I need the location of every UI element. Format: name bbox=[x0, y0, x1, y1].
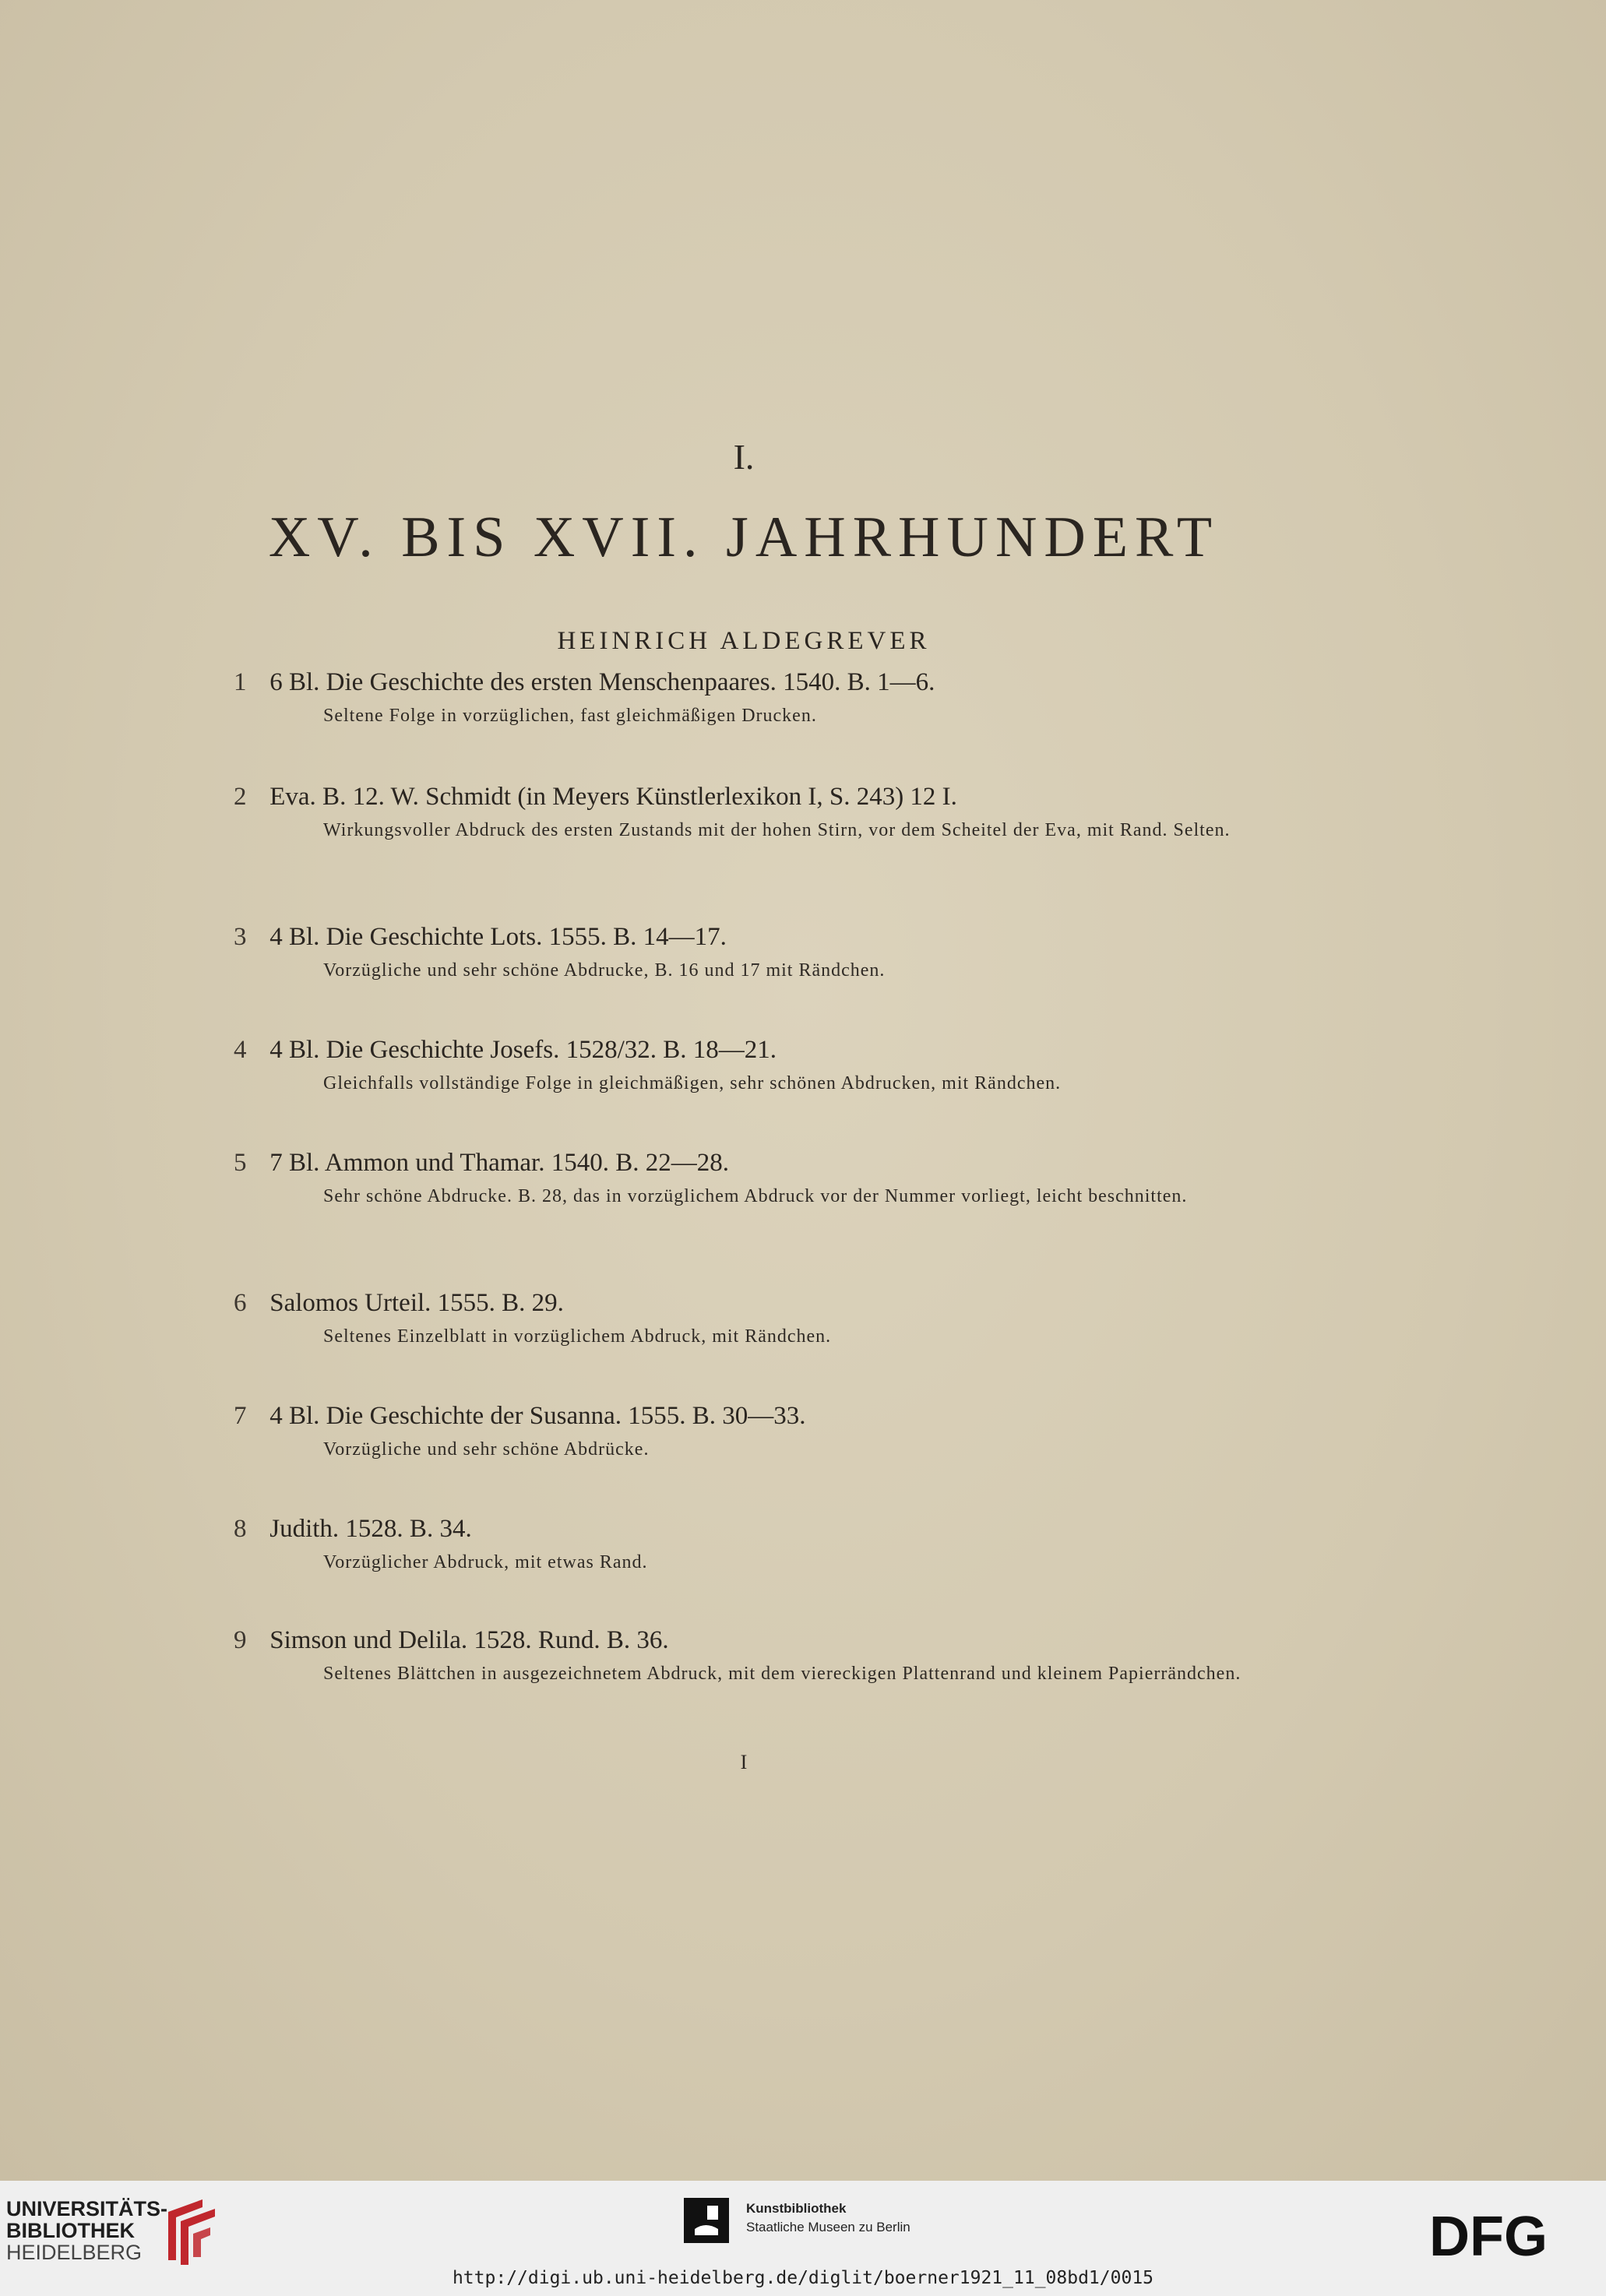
section-number: I. bbox=[733, 437, 755, 477]
entry-number: 5 bbox=[234, 1149, 247, 1177]
entry-note: Wirkungsvoller Abdruck des ersten Zustands mit der hohen Stirn, vor dem Scheitel der Eva, mit Rand. Selten. bbox=[323, 820, 1231, 840]
entry-note: Seltenes Blättchen in ausgezeichnetem Abdruck, mit dem viereckigen Plattenrand und kleinem Papierrändchen. bbox=[323, 1664, 1241, 1684]
entry-number: 4 bbox=[234, 1036, 247, 1064]
entry-note: Sehr schöne Abdrucke. B. 28, das in vorzüglichem Abdruck vor der Nummer vorliegt, leicht beschnitten. bbox=[323, 1186, 1188, 1206]
ub-name-line-1: UNIVERSITÄTS- bbox=[6, 2197, 168, 2220]
entry-note: Gleichfalls vollständige Folge in gleichmäßigen, sehr schönen Abdrucken, mit Rändchen. bbox=[323, 1073, 1062, 1093]
kb-subtitle: Staatliche Museen zu Berlin bbox=[746, 2220, 910, 2234]
entry-number: 7 bbox=[234, 1402, 247, 1430]
entry-note: Seltene Folge in vorzüglichen, fast gleichmäßigen Drucken. bbox=[323, 706, 817, 726]
catalog-entry-4 bbox=[234, 1036, 1270, 1097]
catalog-entry-5 bbox=[234, 1149, 1270, 1210]
entry-number: 2 bbox=[234, 783, 247, 811]
permalink-url[interactable]: http://digi.ub.uni-heidelberg.de/diglit/boerner1921_11_08bd1/0015 bbox=[452, 2268, 1154, 2288]
entry-note: Vorzügliche und sehr schöne Abdrucke, B. 16 und 17 mit Rändchen. bbox=[323, 960, 886, 981]
entry-note: Seltenes Einzelblatt in vorzüglichem Abdruck, mit Rändchen. bbox=[323, 1326, 832, 1347]
kunstbibliothek-icon bbox=[684, 2198, 729, 2243]
catalog-entry-8 bbox=[234, 1515, 1270, 1576]
ub-name-line-3: HEIDELBERG bbox=[6, 2241, 143, 2264]
artist-heading: HEINRICH ALDEGREVER bbox=[557, 627, 931, 655]
catalog-entry-7 bbox=[234, 1402, 1270, 1463]
entry-title: 7 Bl. Ammon und Thamar. 1540. B. 22—28. bbox=[269, 1149, 729, 1177]
entry-note: Vorzügliche und sehr schöne Abdrücke. bbox=[323, 1439, 650, 1460]
kunstbibliothek-logo[interactable] bbox=[746, 2199, 910, 2237]
ub-name-line-2: BIBLIOTHEK bbox=[6, 2219, 135, 2242]
entry-title: 4 Bl. Die Geschichte der Susanna. 1555. B. 30—33. bbox=[269, 1402, 806, 1430]
entry-title: Eva. B. 12. W. Schmidt (in Meyers Künstlerlexikon I, S. 243) 12 I. bbox=[269, 783, 957, 811]
entry-title: Simson und Delila. 1528. Rund. B. 36. bbox=[269, 1626, 669, 1654]
entry-title: 6 Bl. Die Geschichte des ersten Menschenpaares. 1540. B. 1—6. bbox=[269, 668, 935, 696]
ub-bracket-icon bbox=[154, 2195, 224, 2269]
entry-number: 6 bbox=[234, 1289, 247, 1317]
catalog-entry-2 bbox=[234, 783, 1270, 843]
footer-bar bbox=[0, 2181, 1606, 2296]
entry-number: 3 bbox=[234, 923, 247, 951]
section-title: XV. BIS XVII. JAHRHUNDERT bbox=[268, 505, 1220, 569]
entry-note: Vorzüglicher Abdruck, mit etwas Rand. bbox=[323, 1552, 648, 1572]
dfg-label: DFG bbox=[1429, 2209, 1548, 2263]
catalog-entry-3 bbox=[234, 923, 1270, 984]
dfg-logo[interactable] bbox=[1429, 2209, 1585, 2263]
entry-number: 9 bbox=[234, 1626, 247, 1654]
entry-title: Salomos Urteil. 1555. B. 29. bbox=[269, 1289, 564, 1317]
entry-title: Judith. 1528. B. 34. bbox=[269, 1515, 472, 1543]
catalog-entry-1 bbox=[234, 668, 1270, 729]
catalog-entry-6 bbox=[234, 1289, 1270, 1350]
entry-number: 1 bbox=[234, 668, 247, 696]
page-number: I bbox=[740, 1751, 748, 1773]
kb-name: Kunstbibliothek bbox=[746, 2201, 847, 2216]
entry-title: 4 Bl. Die Geschichte Josefs. 1528/32. B. 18—21. bbox=[269, 1036, 777, 1064]
entry-title: 4 Bl. Die Geschichte Lots. 1555. B. 14—17. bbox=[269, 923, 727, 951]
entry-number: 8 bbox=[234, 1515, 247, 1543]
catalog-entry-9 bbox=[234, 1626, 1270, 1687]
ub-heidelberg-logo[interactable] bbox=[6, 2198, 167, 2263]
